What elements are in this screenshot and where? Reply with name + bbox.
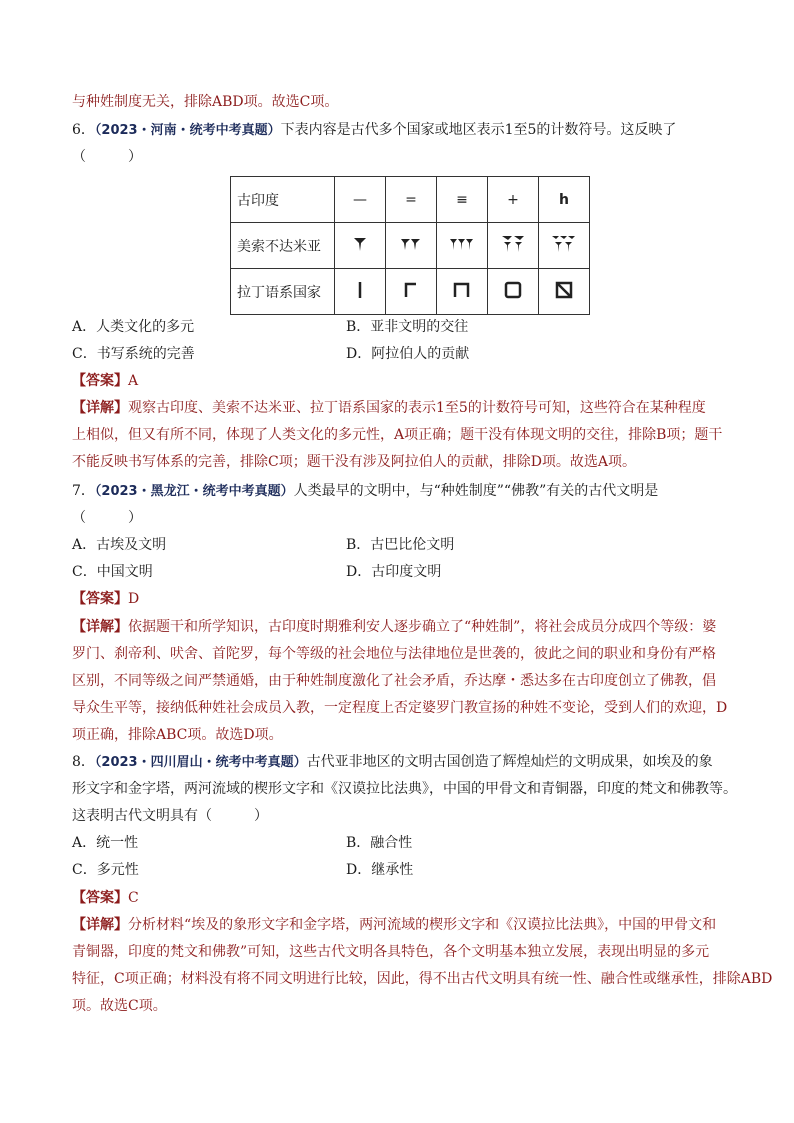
row-name: 美索不达米亚 xyxy=(231,223,335,269)
counting-symbols-table xyxy=(230,176,590,315)
q6-option-a[interactable]: A．人类文化的多元 xyxy=(72,319,195,335)
latin-three-icon xyxy=(451,279,473,301)
symbol-cell: h xyxy=(539,177,590,223)
latin-five-icon xyxy=(553,279,575,301)
q8-detail-line: 项。故选C项。 xyxy=(72,998,167,1014)
cuneiform-two-icon xyxy=(399,234,423,254)
table-row xyxy=(231,177,590,223)
cuneiform-symbol-1 xyxy=(335,223,386,269)
latin-one-icon xyxy=(350,279,370,301)
q8-answer: 【答案】C xyxy=(72,890,139,906)
q7-detail-line: 区别，不同等级之间严禁通婚，由于种姓制度激化了社会矛盾，乔达摩・悉达多在古印度创立了佛教，倡 xyxy=(72,673,716,689)
q7-detail-line: 罗门、刹帝利、吠舍、首陀罗，每个等级的社会地位与法律地位是世袭的，彼此之间的职业和身份有严格 xyxy=(72,646,716,662)
q7-stem-text: 人类最早的文明中，与“种姓制度”“佛教”有关的古代文明是 xyxy=(293,483,659,499)
q7-detail-line: 项正确，排除ABC项。故选D项。 xyxy=(72,727,283,743)
cuneiform-symbol-3 xyxy=(437,223,488,269)
q6-stem xyxy=(72,117,724,144)
q7-option-a[interactable]: A．古埃及文明 xyxy=(72,537,167,553)
symbol-cell: — xyxy=(335,177,386,223)
cuneiform-symbol-2 xyxy=(386,223,437,269)
row-name: 拉丁语系国家 xyxy=(231,269,335,315)
cuneiform-symbol-4 xyxy=(488,223,539,269)
table-row xyxy=(231,269,590,315)
latin-symbol-5 xyxy=(539,269,590,315)
q8-stem-line: 形文字和金字塔，两河流域的楔形文字和《汉谟拉比法典》，中国的甲骨文和青铜器，印度的梵文和佛教等。 xyxy=(72,781,737,797)
q7-number: 7． xyxy=(72,483,95,499)
q7-detail-line: 导众生平等，接纳低种姓社会成员入教，一定程度上否定婆罗门教宣扬的种姓不变论，受到人们的欢迎，D xyxy=(72,700,728,716)
q8-detail-line: 【详解】分析材料“埃及的象形文字和金字塔，两河流域的楔形文字和《汉谟拉比法典》，中国的甲骨文和 xyxy=(72,917,717,933)
q6-stem-text: 下表内容是古代多个国家或地区表示1至5的计数符号。这反映了 xyxy=(280,122,677,138)
latin-symbol-3 xyxy=(437,269,488,315)
q8-stem-line: 这表明古代文明具有（ ） xyxy=(72,808,268,824)
q8-detail-line: 特征，C项正确；材料没有将不同文明进行比较，因此，得不出古代文明具有统一性、融合性或继承性，排除ABD xyxy=(72,971,773,987)
q6-source: （2023・河南・统考中考真题） xyxy=(94,123,281,138)
q8-option-a[interactable]: A．统一性 xyxy=(72,835,139,851)
q7-source: （2023・黑龙江・统考中考真题） xyxy=(94,484,294,499)
q6-answer: 【答案】A xyxy=(72,373,139,389)
q6-option-c[interactable]: C．书写系统的完善 xyxy=(72,346,195,362)
latin-four-icon xyxy=(502,279,524,301)
table-row xyxy=(231,223,590,269)
q7-blank: （ ） xyxy=(72,510,142,526)
q7-option-c[interactable]: C．中国文明 xyxy=(72,564,153,580)
q6-detail-line: 不能反映书写体系的完善，排除C项；题干没有涉及阿拉伯人的贡献，排除D项。故选A项。 xyxy=(72,454,637,470)
row-name: 古印度 xyxy=(231,177,335,223)
q8-option-d[interactable]: D．继承性 xyxy=(346,862,414,878)
q8-number: 8． xyxy=(72,754,95,770)
q8-detail-line: 青铜器，印度的梵文和佛教”可知，这些古代文明各具特色，各个文明基本独立发展，表现出明显的多元 xyxy=(72,944,710,960)
previous-answer-tail: 与种姓制度无关，排除ABD项。故选C项。 xyxy=(72,94,339,110)
latin-symbol-1 xyxy=(335,269,386,315)
cuneiform-four-icon xyxy=(500,233,526,255)
cuneiform-three-icon xyxy=(449,234,475,254)
q7-option-b[interactable]: B．古巴比伦文明 xyxy=(346,537,455,553)
q6-detail-line: 【详解】观察古印度、美索不达米亚、拉丁语系国家的表示1至5的计数符号可知，这些符合在某种程度 xyxy=(72,400,706,416)
latin-symbol-4 xyxy=(488,269,539,315)
symbol-cell: = xyxy=(386,177,437,223)
q8-option-b[interactable]: B．融合性 xyxy=(346,835,413,851)
latin-symbol-2 xyxy=(386,269,437,315)
q6-number: 6． xyxy=(72,122,95,138)
q7-option-d[interactable]: D．古印度文明 xyxy=(346,564,442,580)
q8-option-c[interactable]: C．多元性 xyxy=(72,862,139,878)
cuneiform-one-icon xyxy=(350,234,370,254)
q6-option-b[interactable]: B．亚非文明的交往 xyxy=(346,319,469,335)
symbol-cell: + xyxy=(488,177,539,223)
cuneiform-five-icon xyxy=(551,233,577,255)
q6-blank: （ ） xyxy=(72,149,142,165)
q8-stem-text: 古代亚非地区的文明古国创造了辉煌灿烂的文明成果，如埃及的象 xyxy=(306,754,713,770)
q7-detail-line: 【详解】依据题干和所学知识，古印度时期雅利安人逐步确立了“种姓制”，将社会成员分成四个等级：婆 xyxy=(72,619,717,635)
symbol-cell: ≡ xyxy=(437,177,488,223)
cuneiform-symbol-5 xyxy=(539,223,590,269)
q8-source: （2023・四川眉山・统考中考真题） xyxy=(94,755,307,770)
q6-option-d[interactable]: D．阿拉伯人的贡献 xyxy=(346,346,470,362)
q8-stem xyxy=(72,749,724,776)
q7-answer: 【答案】D xyxy=(72,591,140,607)
q6-detail-line: 上相似，但又有所不同，体现了人类文化的多元性，A项正确；题干没有体现文明的交往，排除B项；题干 xyxy=(72,427,723,443)
q7-stem xyxy=(72,478,724,505)
latin-two-icon xyxy=(401,279,421,301)
